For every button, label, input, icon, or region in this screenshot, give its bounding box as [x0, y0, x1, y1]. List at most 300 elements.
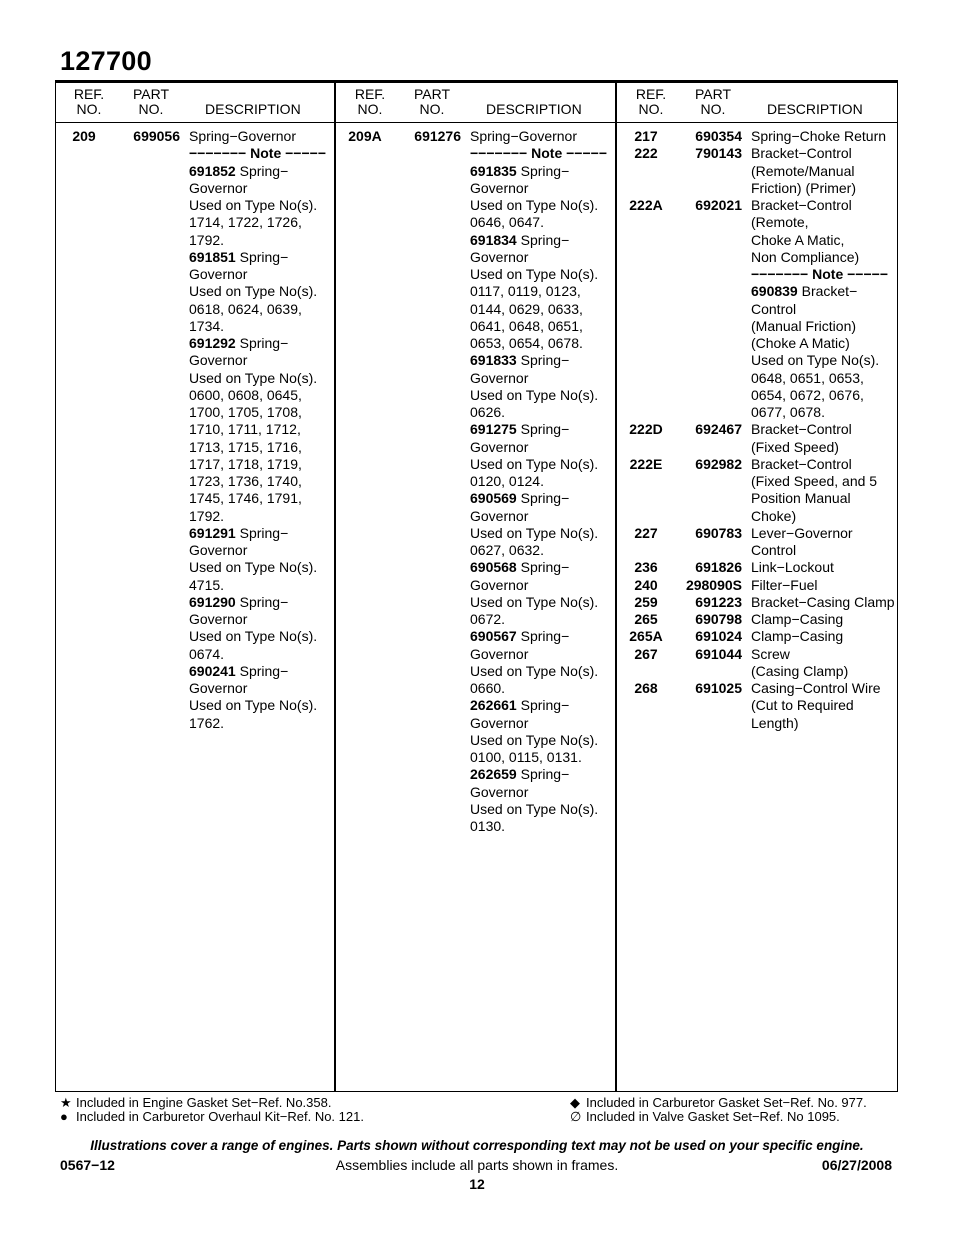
description-line [189, 283, 335, 300]
description-line [470, 180, 616, 197]
description-line [470, 318, 616, 335]
description-line [470, 197, 616, 214]
text: 1762. [189, 714, 225, 731]
part-number: 691223 [695, 593, 742, 610]
text: Used on Type No(s). [470, 800, 599, 817]
text: Friction) (Primer) [751, 179, 856, 196]
description-line [470, 421, 616, 438]
description-line [751, 387, 897, 404]
bold-text: 691834 [470, 231, 517, 248]
description-line [470, 542, 616, 559]
text: 4715. [189, 576, 225, 593]
part-description [742, 128, 897, 145]
text: Used on Type No(s). [189, 197, 318, 213]
parts-rows [617, 128, 897, 732]
text: 0674. [189, 645, 225, 662]
description-line [751, 646, 897, 663]
description-line [751, 559, 897, 576]
description-line [470, 249, 616, 266]
text: Used on Type No(s). [470, 524, 599, 541]
description-line [189, 128, 335, 145]
text: 1713, 1715, 1716, [189, 438, 302, 455]
part-number: 690783 [695, 524, 742, 541]
text: (Remote, [751, 214, 809, 231]
text: (Remote/Manual [751, 162, 855, 179]
part-row [617, 421, 897, 456]
ref-number: 265 [634, 611, 658, 627]
description-line [189, 335, 335, 352]
text: Filter−Fuel [751, 576, 818, 593]
text: Used on Type No(s). [470, 593, 599, 610]
part-row [617, 197, 897, 421]
bold-text: 262659 [470, 766, 517, 783]
description-line [189, 542, 335, 559]
text: Spring− [516, 490, 570, 507]
text: 0660. [470, 680, 506, 696]
text: Governor [470, 369, 529, 386]
text: 0627, 0632. [470, 542, 544, 558]
text: Link−Lockout [751, 559, 834, 576]
bold-text: 691835 [470, 162, 517, 179]
description-line [470, 577, 616, 594]
text: Spring− [516, 421, 570, 438]
text: Used on Type No(s). [189, 697, 318, 714]
description-line [751, 214, 897, 231]
description-line [470, 801, 616, 818]
description-line [189, 145, 335, 162]
ref-number: 209A [348, 128, 382, 144]
description-line [470, 508, 616, 525]
description-line [470, 766, 616, 783]
text: 0641, 0648, 0651, [470, 317, 583, 334]
description-header: DESCRIPTION [205, 101, 301, 117]
description-header: DESCRIPTION [486, 101, 582, 117]
part-number: 691025 [695, 680, 742, 696]
text: 0600, 0608, 0645, [189, 386, 302, 403]
text: Governor [189, 266, 248, 282]
text: Governor [189, 611, 248, 627]
description-line [470, 594, 616, 611]
part-number: 692467 [695, 421, 742, 438]
document-date: 06/27/2008 [821, 1157, 892, 1173]
part-description [742, 559, 897, 576]
description-line [470, 128, 616, 145]
description-line [189, 370, 335, 387]
description-line [189, 421, 335, 438]
description-line [751, 542, 897, 559]
description-line [751, 283, 897, 300]
legend-carb-gasket: ◆ Included in Carburetor Gasket Set−Ref. No. 977. [570, 1095, 867, 1110]
text: 0120, 0124. [470, 473, 544, 489]
part-description [742, 628, 897, 645]
text: 0677, 0678. [751, 404, 825, 420]
bold-text: 262661 [470, 697, 517, 714]
description-line [189, 611, 335, 628]
text: 0626. [470, 404, 506, 420]
text: Spring− [516, 559, 570, 576]
bold-text: 691290 [189, 593, 236, 610]
ref-number: 268 [634, 680, 658, 696]
text: 1723, 1736, 1740, [189, 473, 302, 489]
text: Governor [189, 179, 248, 196]
description-header: DESCRIPTION [767, 101, 863, 117]
description-line [751, 421, 897, 438]
description-line [189, 508, 335, 525]
part-row [336, 128, 616, 835]
part-number: 691276 [414, 128, 461, 144]
bold-text: 691833 [470, 352, 517, 369]
assemblies-note: Assemblies include all parts shown in frames. [335, 1157, 619, 1173]
part-number: 691024 [695, 628, 742, 645]
description-line [470, 680, 616, 697]
description-line [189, 646, 335, 663]
description-line [189, 197, 335, 214]
description-line [751, 163, 897, 180]
description-line [470, 370, 616, 387]
part-description [742, 646, 897, 681]
text: Bracket−Control [751, 197, 852, 213]
part-description [742, 594, 897, 611]
text: 1710, 1711, 1712, [189, 421, 301, 438]
text: 1734. [189, 317, 225, 334]
ref-number: 209 [72, 128, 96, 144]
description-line [751, 439, 897, 456]
bold-text: 691851 [189, 248, 236, 265]
text: Spring− [235, 593, 289, 610]
description-line [751, 301, 897, 318]
text: Spring− [516, 697, 570, 714]
description-line [470, 732, 616, 749]
star-icon: ★ [60, 1095, 72, 1110]
description-line [751, 594, 897, 611]
text: Clamp−Casing [751, 628, 844, 645]
description-line [751, 249, 897, 266]
text: Used on Type No(s). [189, 283, 318, 300]
description-line [470, 715, 616, 732]
description-line [470, 301, 616, 318]
description-line [189, 715, 335, 732]
description-line [470, 611, 616, 628]
description-line [470, 456, 616, 473]
text: 1745, 1746, 1791, [189, 490, 302, 507]
text: Governor [470, 576, 529, 593]
part-description [180, 128, 335, 732]
part-row [617, 611, 897, 628]
description-line [189, 663, 335, 680]
part-row [55, 128, 335, 732]
bold-text: 691291 [189, 524, 236, 541]
description-line [470, 490, 616, 507]
description-line [189, 232, 335, 249]
text: Casing−Control Wire [751, 680, 881, 696]
text: 1792. [189, 231, 225, 248]
description-line [189, 490, 335, 507]
text: 0648, 0651, 0653, [751, 369, 864, 386]
description-line [189, 697, 335, 714]
text: Spring− [235, 524, 289, 541]
bold-text: 690569 [470, 490, 517, 507]
description-line [470, 163, 616, 180]
ref-number: 222 [634, 145, 658, 162]
parts-rows [55, 128, 335, 732]
description-line [470, 335, 616, 352]
model-number-title: 127700 [60, 46, 152, 76]
bold-text: 691292 [189, 335, 236, 351]
description-line [751, 266, 897, 283]
text: Bracket−Casing Clamp [751, 593, 895, 610]
text: Spring− [235, 335, 289, 351]
ref-no-header: REF. NO. [635, 86, 667, 117]
description-line [470, 266, 616, 283]
description-line [470, 283, 616, 300]
text: Clamp−Casing [751, 611, 844, 627]
part-number: 298090S [685, 576, 742, 593]
text: Spring− [516, 352, 570, 369]
bold-text: −−−−−−− Note −−−−− [470, 145, 607, 162]
bold-text: 690567 [470, 628, 517, 645]
text: Governor [470, 507, 529, 524]
text: Used on Type No(s). [189, 559, 318, 576]
ref-number: 265A [629, 628, 663, 645]
description-line [189, 577, 335, 594]
text: 0618, 0624, 0639, [189, 300, 302, 317]
text: 1700, 1705, 1708, [189, 404, 302, 420]
text: (Choke A Matic) [751, 335, 850, 351]
part-description [742, 421, 897, 456]
text: Spring− [235, 162, 289, 179]
text: 1792. [189, 507, 225, 524]
text: Used on Type No(s). [189, 369, 318, 386]
description-line [189, 525, 335, 542]
text: Lever−Governor [751, 524, 853, 541]
description-line [751, 197, 897, 214]
description-line [189, 266, 335, 283]
description-line [751, 697, 897, 714]
part-no-header: PART NO. [413, 86, 451, 117]
text: (Fixed Speed) [751, 438, 839, 455]
description-line [751, 611, 897, 628]
part-description [742, 145, 897, 197]
part-row [617, 456, 897, 525]
text: Governor [470, 714, 529, 731]
text: Used on Type No(s). [189, 628, 318, 645]
part-number: 790143 [695, 145, 742, 162]
text: Used on Type No(s). [470, 197, 599, 213]
part-number: 691044 [695, 645, 742, 662]
text: (Manual Friction) [751, 317, 857, 334]
ref-no-header: REF. NO. [73, 86, 105, 117]
text: 0672. [470, 611, 506, 627]
description-line [751, 180, 897, 197]
text: Spring− [235, 248, 289, 265]
description-line [470, 525, 616, 542]
bold-text: 691275 [470, 421, 517, 438]
text: Used on Type No(s). [470, 731, 599, 748]
part-number: 691826 [695, 559, 742, 576]
part-description [742, 680, 897, 732]
description-line [470, 214, 616, 231]
parts-column-1 [55, 83, 335, 1091]
text: Bracket−Control [751, 421, 852, 438]
legend-carb-overhaul: ● Included in Carburetor Overhaul Kit−Ref. No. 121. [60, 1109, 364, 1124]
description-line [751, 525, 897, 542]
part-row [617, 559, 897, 576]
ref-number: 267 [634, 645, 658, 662]
description-line [189, 163, 335, 180]
bold-text: −−−−−−− Note −−−−− [189, 145, 326, 162]
text: Non Compliance) [751, 248, 860, 265]
text: 0117, 0119, 0123, [470, 283, 581, 300]
text: Used on Type No(s). [470, 455, 599, 472]
part-row [617, 680, 897, 732]
part-row [617, 628, 897, 645]
description-line [751, 318, 897, 335]
description-line [751, 680, 897, 697]
document-code: 0567−12 [60, 1157, 115, 1173]
empty-set-icon: ∅ [570, 1109, 582, 1124]
page-number: 12 [469, 1176, 485, 1192]
description-line [189, 473, 335, 490]
text: Control [751, 300, 797, 317]
text: Spring− [516, 766, 570, 783]
text: Used on Type No(s). [470, 266, 599, 282]
description-line [470, 559, 616, 576]
bold-text: 691852 [189, 162, 236, 179]
description-line [189, 594, 335, 611]
text: Governor [470, 438, 529, 455]
text: (Cut to Required [751, 697, 854, 714]
part-row [617, 145, 897, 197]
text: (Casing Clamp) [751, 662, 849, 679]
description-line [189, 180, 335, 197]
text: Spring−Governor [189, 128, 297, 144]
text: 1717, 1718, 1719, [189, 455, 302, 472]
description-line [470, 784, 616, 801]
ref-number: 240 [634, 576, 658, 593]
part-number: 699056 [133, 128, 180, 144]
text: Spring−Governor [470, 128, 578, 144]
description-line [470, 439, 616, 456]
ref-number: 236 [634, 559, 658, 576]
text: Bracket− [797, 283, 858, 300]
text: Control [751, 542, 797, 558]
part-number: 692982 [695, 455, 742, 472]
legend-valve-gasket: ∅ Included in Valve Gasket Set−Ref. No 1095. [570, 1109, 840, 1124]
description-line [470, 145, 616, 162]
description-line [751, 663, 897, 680]
bold-text: −−−−−−− Note −−−−− [751, 266, 888, 282]
text: Bracket−Control [751, 145, 852, 162]
description-line [751, 335, 897, 352]
part-description [742, 611, 897, 628]
description-line [470, 749, 616, 766]
description-line [470, 387, 616, 404]
text: Used on Type No(s). [751, 352, 880, 369]
text: Governor [189, 352, 248, 369]
ref-number: 227 [634, 524, 658, 541]
description-line [751, 508, 897, 525]
bold-text: 690568 [470, 559, 517, 576]
text: Bracket−Control [751, 455, 852, 472]
description-line [751, 628, 897, 645]
text: Governor [189, 542, 248, 558]
text: Governor [470, 179, 529, 196]
description-line [751, 128, 897, 145]
part-description [742, 197, 897, 421]
part-number: 692021 [695, 197, 742, 213]
text: Governor [470, 645, 529, 662]
description-line [189, 249, 335, 266]
text: 0646, 0647. [470, 214, 544, 231]
ref-number: 222A [629, 197, 663, 213]
text: Spring− [516, 162, 570, 179]
text: Governor [189, 680, 248, 696]
legend-engine-gasket: ★ Included in Engine Gasket Set−Ref. No.358. [60, 1095, 332, 1110]
description-line [189, 404, 335, 421]
parts-rows [336, 128, 616, 835]
part-description [742, 525, 897, 560]
ref-number: 259 [634, 593, 658, 610]
description-line [751, 473, 897, 490]
part-description [742, 577, 897, 594]
part-row [617, 128, 897, 145]
description-line [470, 646, 616, 663]
description-line [470, 628, 616, 645]
disclaimer: Illustrations cover a range of engines. Parts shown without corresponding text may not be used on your specific engine. [90, 1138, 864, 1153]
bold-text: 690839 [751, 283, 798, 300]
description-line [470, 232, 616, 249]
description-line [189, 352, 335, 369]
description-line [189, 680, 335, 697]
description-line [189, 387, 335, 404]
part-description [742, 456, 897, 525]
part-no-header: PART NO. [694, 86, 732, 117]
text: (Fixed Speed, and 5 [751, 473, 878, 489]
description-line [470, 818, 616, 835]
text: Screw [751, 645, 790, 662]
bullet-icon: ● [60, 1109, 68, 1124]
part-row [617, 525, 897, 560]
description-line [189, 559, 335, 576]
description-line [751, 490, 897, 507]
part-no-header: PART NO. [132, 86, 170, 117]
text: Choke A Matic, [751, 231, 845, 248]
description-line [470, 352, 616, 369]
description-line [470, 404, 616, 421]
description-line [189, 301, 335, 318]
diamond-icon: ◆ [570, 1095, 580, 1110]
description-line [189, 318, 335, 335]
bold-text: 690241 [189, 662, 236, 679]
description-line [470, 697, 616, 714]
description-line [189, 439, 335, 456]
description-line [751, 352, 897, 369]
parts-column-2 [336, 83, 616, 1091]
text: 0654, 0672, 0676, [751, 386, 864, 403]
description-line [470, 473, 616, 490]
description-line [751, 715, 897, 732]
description-line [751, 232, 897, 249]
description-line [751, 145, 897, 162]
description-line [189, 214, 335, 231]
description-line [751, 456, 897, 473]
text: Choke) [751, 507, 797, 524]
text: 0100, 0115, 0131. [470, 749, 582, 765]
description-line [189, 456, 335, 473]
part-row [617, 646, 897, 681]
text: Governor [470, 248, 529, 265]
text: Spring− [516, 628, 570, 645]
